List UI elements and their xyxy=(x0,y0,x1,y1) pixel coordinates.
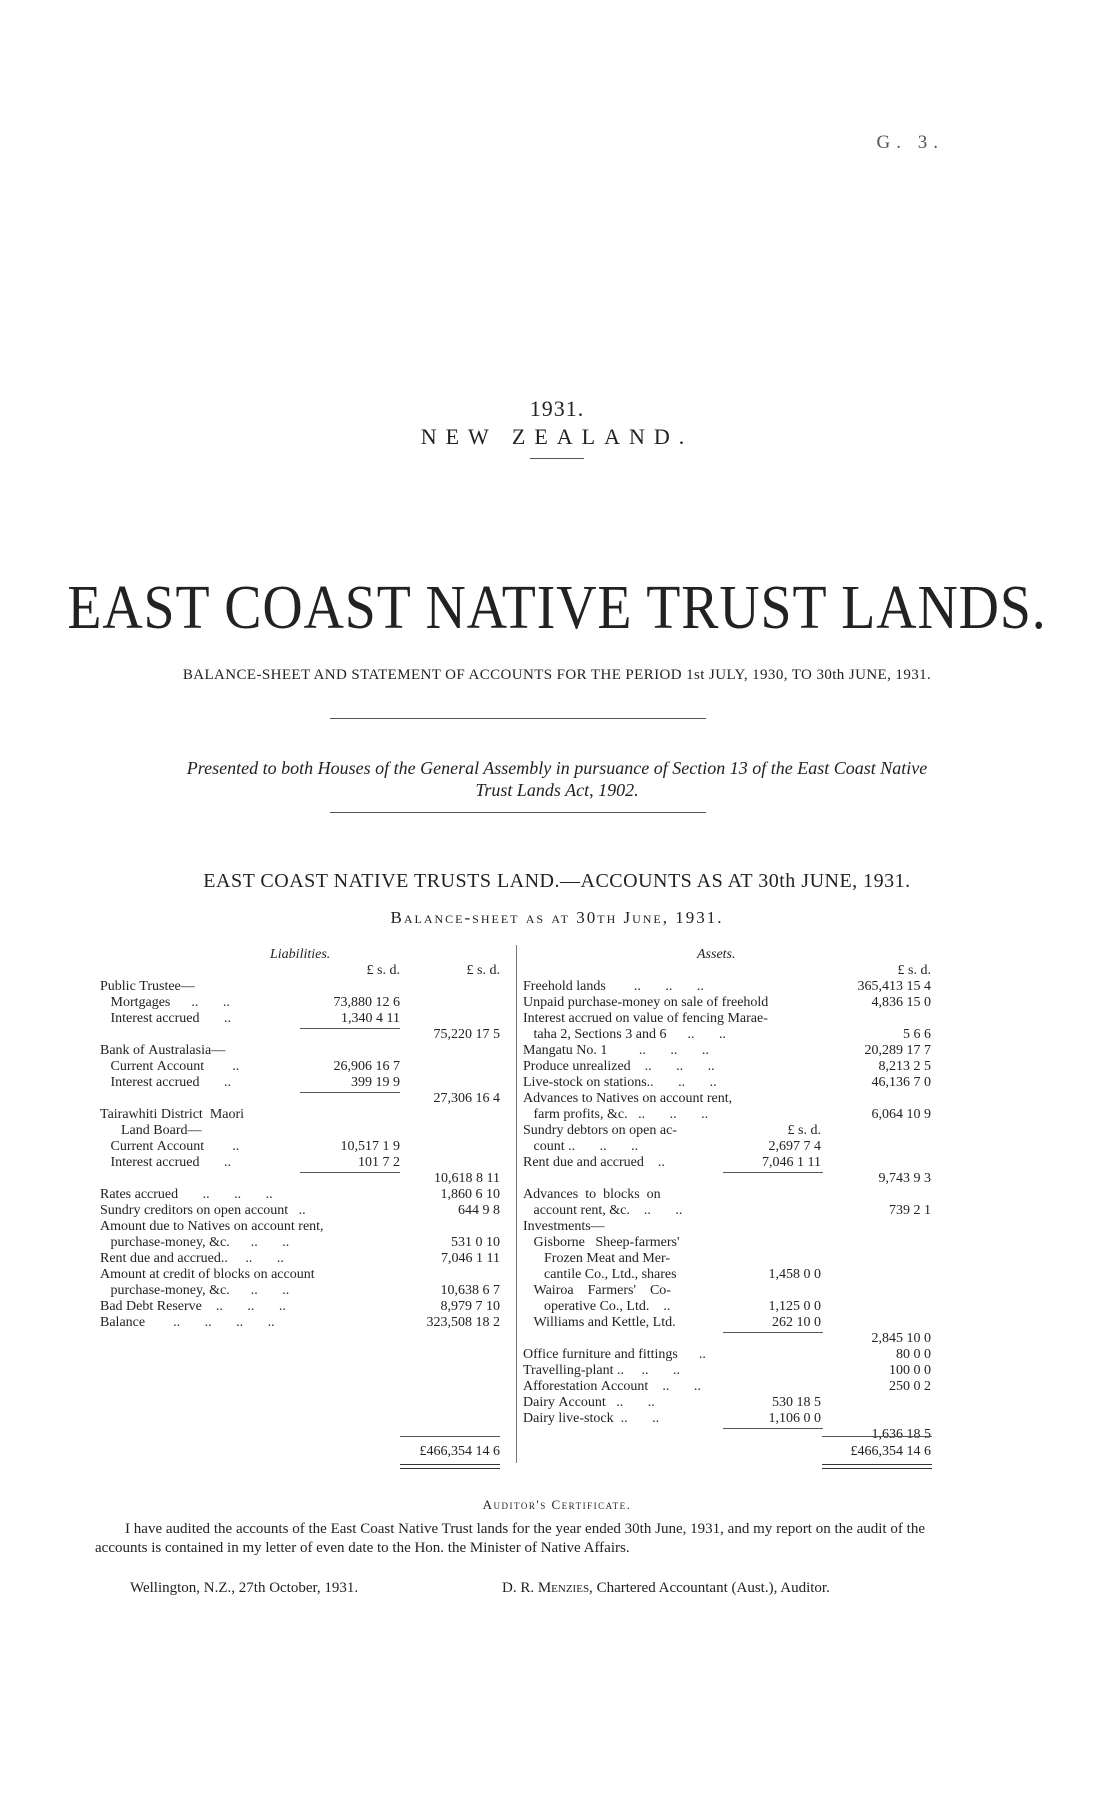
liability-row xyxy=(100,1315,500,1331)
liability-row xyxy=(100,979,500,995)
units-row xyxy=(100,963,500,979)
liability-row xyxy=(100,1139,500,1155)
total-rule xyxy=(400,1436,500,1437)
liability-label: Public Trustee— xyxy=(100,979,195,994)
certificate-signature xyxy=(502,1580,830,1597)
asset-label: Freehold lands .. .. .. xyxy=(523,979,704,994)
asset-row xyxy=(523,1123,931,1139)
asset-row xyxy=(523,1235,931,1251)
asset-row xyxy=(523,1219,931,1235)
asset-label: Rent due and accrued .. xyxy=(523,1155,665,1170)
asset-label: Advances to blocks on xyxy=(523,1187,661,1202)
liability-label: purchase-money, &c. .. .. xyxy=(100,1235,290,1250)
asset-row xyxy=(523,995,931,1011)
liability-row xyxy=(100,1027,500,1043)
asset-row xyxy=(523,1059,931,1075)
liabilities-heading: Liabilities. xyxy=(270,947,331,962)
asset-label: cantile Co., Ltd., shares xyxy=(523,1267,677,1282)
asset-label: Williams and Kettle, Ltd. xyxy=(523,1315,676,1330)
liability-amount: 644 9 8 xyxy=(458,1203,500,1218)
asset-label: Live-stock on stations.. .. .. xyxy=(523,1075,717,1090)
liability-label: Bad Debt Reserve .. .. .. xyxy=(100,1299,286,1314)
asset-amount: 250 0 2 xyxy=(889,1379,931,1394)
liability-amount: 531 0 10 xyxy=(451,1235,500,1250)
liability-label: Amount at credit of blocks on account xyxy=(100,1267,315,1282)
liability-row xyxy=(100,1075,500,1091)
accounts-heading: EAST COAST NATIVE TRUSTS LAND.—ACCOUNTS AS AT 30th JUNE, 1931. xyxy=(203,870,911,892)
liability-label: Land Board— xyxy=(100,1123,202,1138)
asset-amount: 80 0 0 xyxy=(896,1347,931,1362)
asset-row xyxy=(523,1139,931,1155)
units-row xyxy=(523,963,931,979)
liability-label: purchase-money, &c. .. .. xyxy=(100,1283,290,1298)
liability-label: Mortgages .. .. xyxy=(100,995,230,1010)
liability-subamount: 101 7 2 xyxy=(358,1155,400,1170)
asset-amount: 4,836 15 0 xyxy=(871,995,931,1010)
asset-label: taha 2, Sections 3 and 6 .. .. xyxy=(523,1027,726,1042)
asset-amount: 739 2 1 xyxy=(889,1203,931,1218)
asset-amount: 46,136 7 0 xyxy=(871,1075,931,1090)
asset-label: Produce unrealized .. .. .. xyxy=(523,1059,715,1074)
liabilities-total-row xyxy=(100,1444,500,1460)
asset-row xyxy=(523,1315,931,1331)
asset-row xyxy=(523,1203,931,1219)
asset-amount: 1,636 18 5 xyxy=(871,1427,931,1442)
liability-label: Rates accrued .. .. .. xyxy=(100,1187,273,1202)
asset-amount: 100 0 0 xyxy=(889,1363,931,1378)
liability-row xyxy=(100,1155,500,1171)
asset-row xyxy=(523,1251,931,1267)
liability-label: Interest accrued .. xyxy=(100,1155,231,1170)
asset-row xyxy=(523,1075,931,1091)
balance-sheet-heading: Balance-sheet as at 30th June, 1931. xyxy=(390,908,724,927)
asset-label: Investments— xyxy=(523,1219,605,1234)
asset-row xyxy=(523,1363,931,1379)
country: NEW ZEALAND. xyxy=(420,424,694,449)
liability-subamount: 73,880 12 6 xyxy=(333,995,400,1010)
asset-label: Advances to Natives on account rent, xyxy=(523,1091,733,1106)
asset-row xyxy=(523,1171,931,1187)
liability-row xyxy=(100,1283,500,1299)
liability-amount: 27,306 16 4 xyxy=(433,1091,500,1106)
liability-row xyxy=(100,995,500,1011)
liability-label: Sundry creditors on open account .. xyxy=(100,1203,306,1218)
asset-amount: 5 6 6 xyxy=(903,1027,931,1042)
column-divider xyxy=(516,945,517,1463)
asset-label: Sundry debtors on open ac- xyxy=(523,1123,677,1138)
total-rule xyxy=(822,1436,932,1437)
asset-label: count .. .. .. xyxy=(523,1139,639,1154)
assets-total-row xyxy=(523,1444,931,1460)
double-rule xyxy=(822,1464,932,1469)
liability-row xyxy=(100,1043,500,1059)
liability-row xyxy=(100,1011,500,1027)
asset-row xyxy=(523,1347,931,1363)
unit-sub: £ s. d. xyxy=(366,963,400,978)
liability-subamount: 399 19 9 xyxy=(351,1075,400,1090)
asset-row xyxy=(523,1427,931,1443)
liability-amount: 10,618 8 11 xyxy=(434,1171,500,1186)
liability-label: Rent due and accrued.. .. .. xyxy=(100,1251,284,1266)
presentation-line-1: Presented to both Houses of the General Assembly in pursuance of Section 13 of the East Coast Native xyxy=(186,758,928,778)
liability-row xyxy=(100,1171,500,1187)
asset-subamount: 262 10 0 xyxy=(772,1315,821,1330)
asset-row xyxy=(523,1395,931,1411)
asset-label: Frozen Meat and Mer- xyxy=(523,1251,671,1266)
certificate-place-date: Wellington, N.Z., 27th October, 1931. xyxy=(130,1580,359,1596)
asset-subamount: 2,697 7 4 xyxy=(768,1139,821,1154)
liability-label: Current Account .. xyxy=(100,1059,240,1074)
liability-row xyxy=(100,1219,500,1235)
asset-amount: 2,845 10 0 xyxy=(871,1331,931,1346)
liability-row xyxy=(100,1267,500,1283)
presentation-line-2: Trust Lands Act, 1902. xyxy=(475,780,639,800)
liability-row xyxy=(100,1235,500,1251)
liability-row xyxy=(100,1187,500,1203)
liability-row xyxy=(100,1091,500,1107)
liability-subamount: 10,517 1 9 xyxy=(340,1139,400,1154)
asset-subamount: 1,106 0 0 xyxy=(768,1411,821,1426)
asset-label: Afforestation Account .. .. xyxy=(523,1379,701,1394)
asset-row xyxy=(523,1283,931,1299)
liability-label: Tairawhiti District Maori xyxy=(100,1107,245,1122)
presentation-note xyxy=(0,757,1114,801)
divider xyxy=(330,718,706,719)
asset-row xyxy=(523,1107,931,1123)
signer-name: D. R. Menzies, xyxy=(502,1580,593,1596)
liability-row xyxy=(100,1299,500,1315)
asset-label: Travelling-plant .. .. .. xyxy=(523,1363,680,1378)
asset-label: Mangatu No. 1 .. .. .. xyxy=(523,1043,709,1058)
year: 1931. xyxy=(529,396,585,421)
asset-label: Unpaid purchase-money on sale of freehold xyxy=(523,995,769,1010)
certificate-body: I have audited the accounts of the East Coast Native Trust lands for the year ended 30th June, 1931, and my report on the audit of the accounts is contained in my letter of even date to the Hon. the Minister of Native Affairs. xyxy=(95,1521,925,1556)
liability-label: Current Account .. xyxy=(100,1139,240,1154)
liability-amount: 1,860 6 10 xyxy=(440,1187,500,1202)
asset-subamount: 1,125 0 0 xyxy=(768,1299,821,1314)
liability-row xyxy=(100,1107,500,1123)
liability-row xyxy=(100,1203,500,1219)
asset-subamount: 530 18 5 xyxy=(772,1395,821,1410)
double-rule xyxy=(400,1464,500,1469)
liability-label: Interest accrued .. xyxy=(100,1075,231,1090)
asset-row xyxy=(523,1267,931,1283)
asset-subamount: 1,458 0 0 xyxy=(768,1267,821,1282)
liability-label: Balance .. .. .. .. xyxy=(100,1315,275,1330)
liability-subamount: 1,340 4 11 xyxy=(341,1011,400,1026)
document-subtitle: BALANCE-SHEET AND STATEMENT OF ACCOUNTS FOR THE PERIOD 1st JULY, 1930, TO 30th JUNE, 1931. xyxy=(182,667,932,683)
certificate-heading: Auditor's Certificate. xyxy=(482,1497,632,1512)
liability-amount: 8,979 7 10 xyxy=(440,1299,500,1314)
asset-label: Office furniture and fittings .. xyxy=(523,1347,706,1362)
asset-label: farm profits, &c. .. .. .. xyxy=(523,1107,709,1122)
asset-label: account rent, &c. .. .. xyxy=(523,1203,683,1218)
unit-total: £ s. d. xyxy=(466,963,500,978)
signer-title: Chartered Accountant (Aust.), Auditor. xyxy=(592,1580,830,1596)
asset-amount: 8,213 2 5 xyxy=(878,1059,931,1074)
asset-label: operative Co., Ltd. .. xyxy=(523,1299,671,1314)
divider xyxy=(530,458,584,459)
asset-row xyxy=(523,1187,931,1203)
asset-amount: 9,743 9 3 xyxy=(878,1171,931,1186)
asset-amount: 365,413 15 4 xyxy=(857,979,931,994)
asset-subamount: 7,046 1 11 xyxy=(762,1155,821,1170)
unit-total: £ s. d. xyxy=(897,963,931,978)
liabilities-total: £466,354 14 6 xyxy=(419,1444,500,1459)
liability-subamount: 26,906 16 7 xyxy=(333,1059,400,1074)
liability-amount: 75,220 17 5 xyxy=(433,1027,500,1042)
assets-total: £466,354 14 6 xyxy=(850,1444,931,1459)
asset-row xyxy=(523,1027,931,1043)
asset-label: Dairy Account .. .. xyxy=(523,1395,655,1410)
liability-row xyxy=(100,1251,500,1267)
asset-row xyxy=(523,1043,931,1059)
asset-row xyxy=(523,1155,931,1171)
asset-label: Gisborne Sheep-farmers' xyxy=(523,1235,680,1250)
asset-row xyxy=(523,1091,931,1107)
page-reference: G. 3. xyxy=(876,132,944,153)
asset-row xyxy=(523,1411,931,1427)
asset-row xyxy=(523,1379,931,1395)
liability-amount: 323,508 18 2 xyxy=(426,1315,500,1330)
asset-label: Interest accrued on value of fencing Marae- xyxy=(523,1011,768,1026)
liability-amount: 10,638 6 7 xyxy=(440,1283,500,1298)
asset-row xyxy=(523,1011,931,1027)
liability-row xyxy=(100,1123,500,1139)
liability-row xyxy=(100,1059,500,1075)
divider xyxy=(330,812,706,813)
asset-amount: 6,064 10 9 xyxy=(871,1107,931,1122)
asset-subamount: £ s. d. xyxy=(787,1123,821,1138)
asset-row xyxy=(523,1331,931,1347)
asset-label: Dairy live-stock .. .. xyxy=(523,1411,660,1426)
asset-row xyxy=(523,979,931,995)
liability-label: Amount due to Natives on account rent, xyxy=(100,1219,324,1234)
document-title: EAST COAST NATIVE TRUST LANDS. xyxy=(67,574,1047,642)
asset-amount: 20,289 17 7 xyxy=(864,1043,931,1058)
asset-label: Wairoa Farmers' Co- xyxy=(523,1283,671,1298)
liability-label: Bank of Australasia— xyxy=(100,1043,226,1058)
asset-row xyxy=(523,1299,931,1315)
liability-amount: 7,046 1 11 xyxy=(441,1251,500,1266)
assets-heading: Assets. xyxy=(697,947,736,962)
liability-label: Interest accrued .. xyxy=(100,1011,231,1026)
